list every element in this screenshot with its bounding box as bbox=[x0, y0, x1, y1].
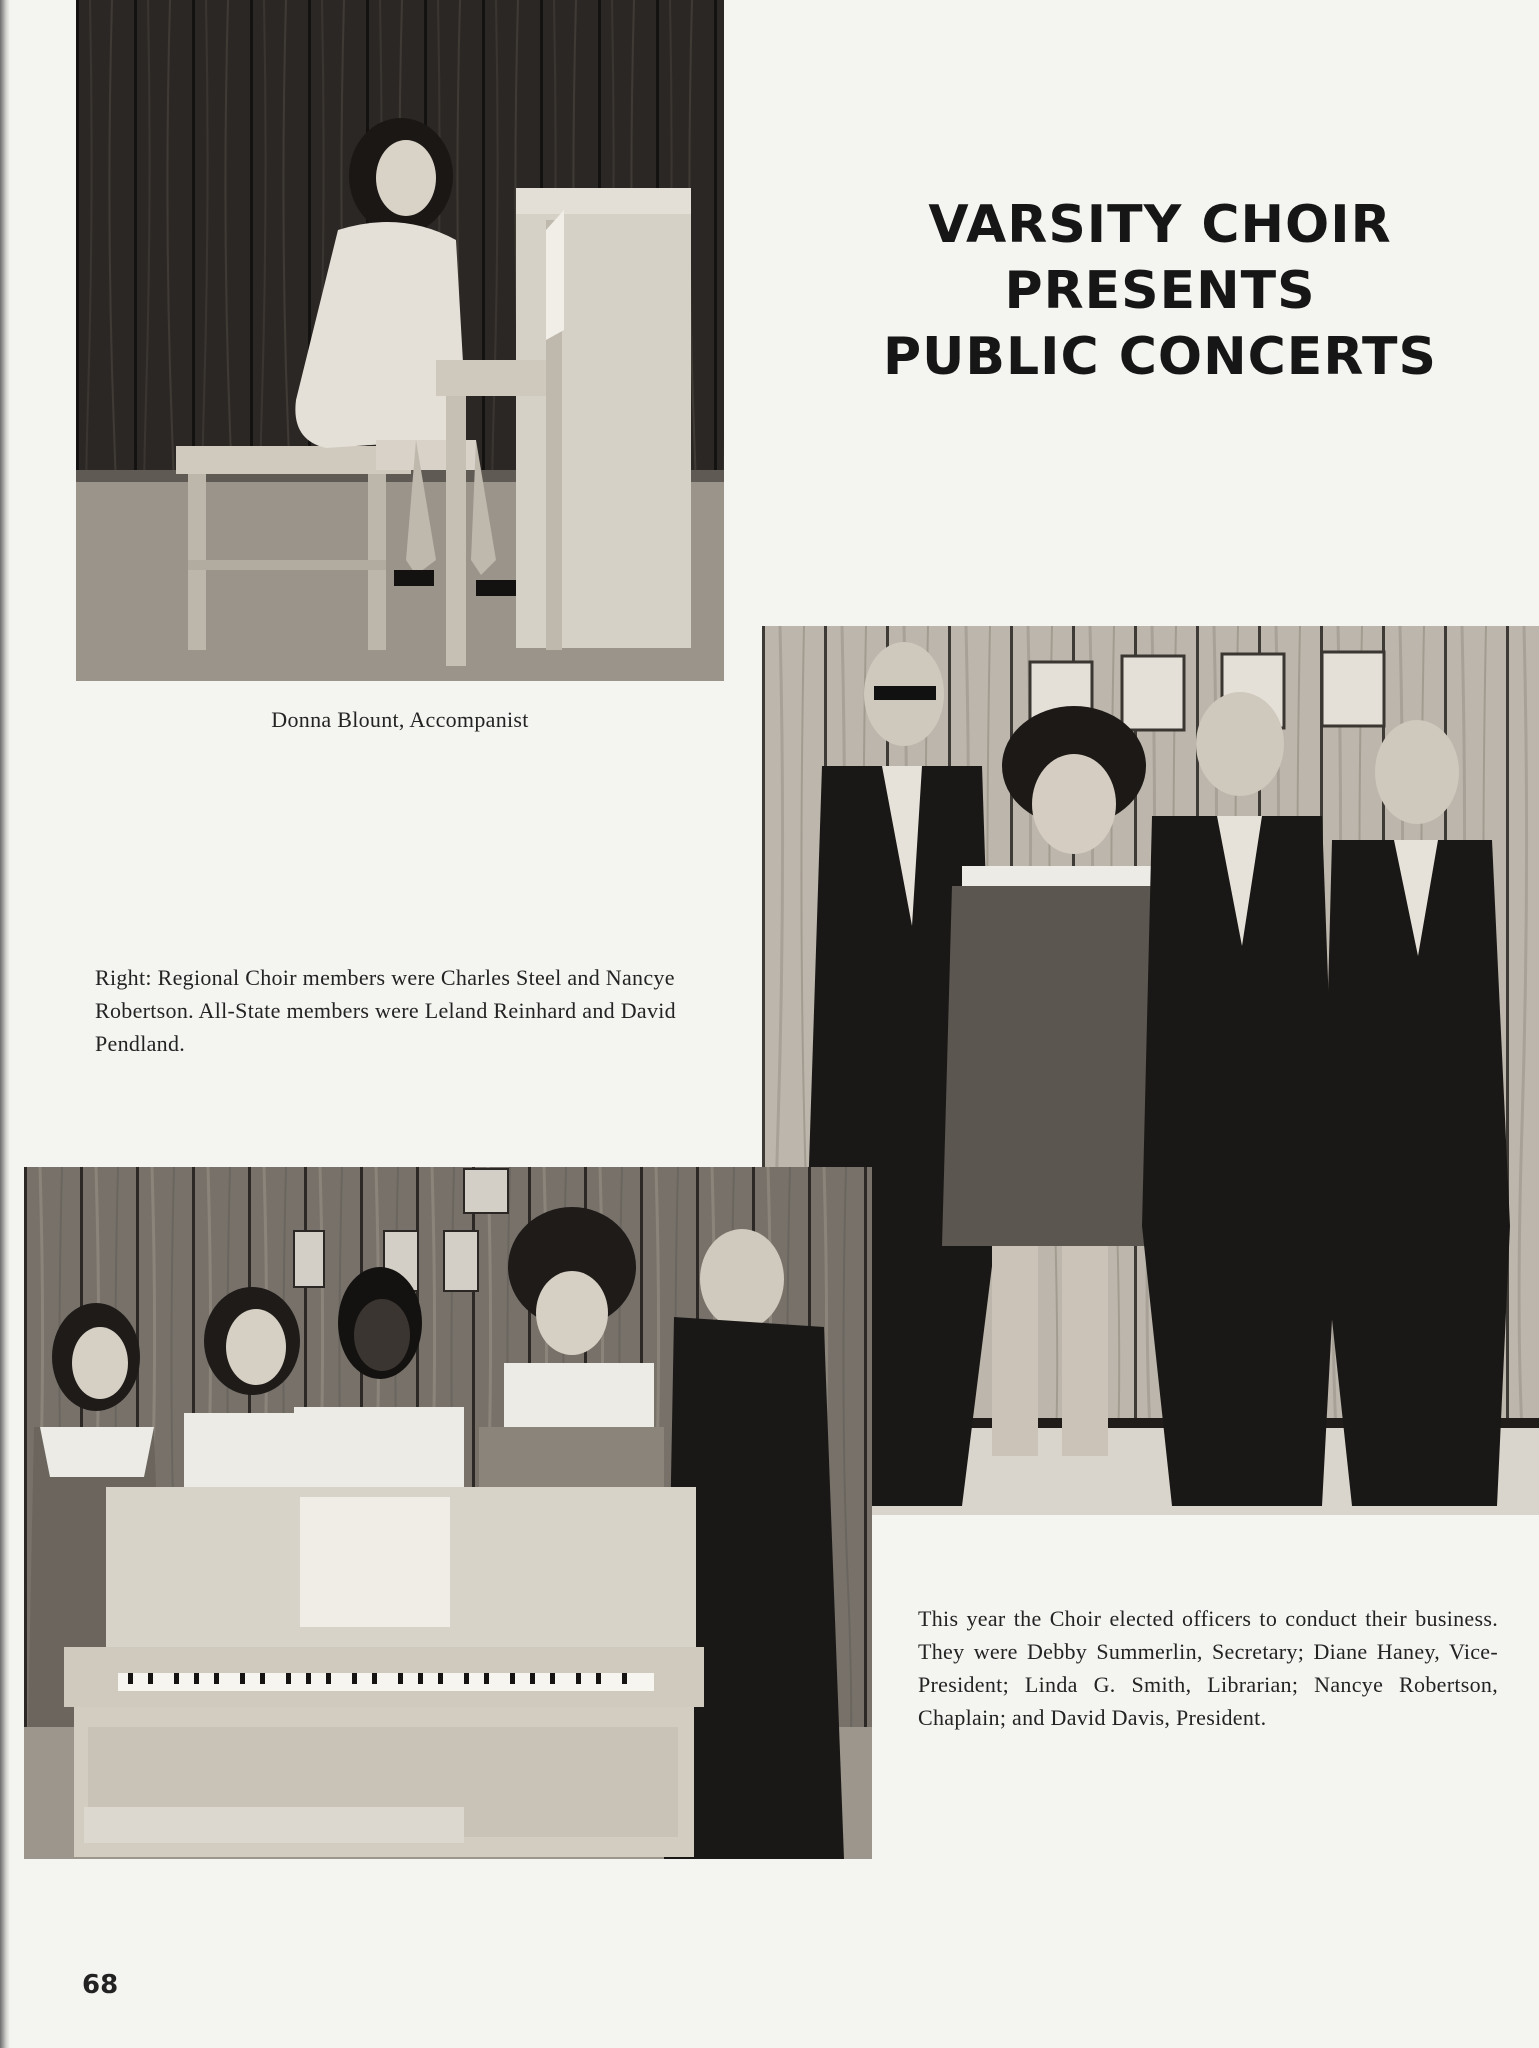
accompanist-photo bbox=[76, 0, 724, 681]
choir-officers-photo-illustration bbox=[24, 1167, 872, 1859]
headline-line-1: VARSITY CHOIR bbox=[928, 195, 1392, 255]
page-number: 68 bbox=[82, 1970, 119, 2000]
regional-choir-caption: Right: Regional Choir members were Charles Steel and Nancye Robertson. All-State members were Leland Reinhard and David Pendland. bbox=[95, 965, 676, 1056]
officers-caption: This year the Choir elected officers to conduct their business. They were Debby Summerlin, Secretary; Diane Haney, Vice-President; Linda G. Smith, Librarian; Nancye Robertson, Chaplain; and David Davis, President. bbox=[918, 1606, 1498, 1730]
choir-officers-photo bbox=[24, 1167, 872, 1859]
page-binding-edge bbox=[0, 0, 10, 2048]
regional-allstate-photo bbox=[762, 626, 1539, 1515]
accompanist-photo-illustration bbox=[76, 0, 724, 681]
headline-line-3: PUBLIC CONCERTS bbox=[883, 327, 1437, 387]
page-headline bbox=[860, 192, 1460, 390]
accompanist-caption: Donna Blount, Accompanist bbox=[271, 707, 529, 732]
regional-allstate-photo-illustration bbox=[762, 626, 1539, 1515]
headline-line-2: PRESENTS bbox=[1004, 261, 1316, 321]
